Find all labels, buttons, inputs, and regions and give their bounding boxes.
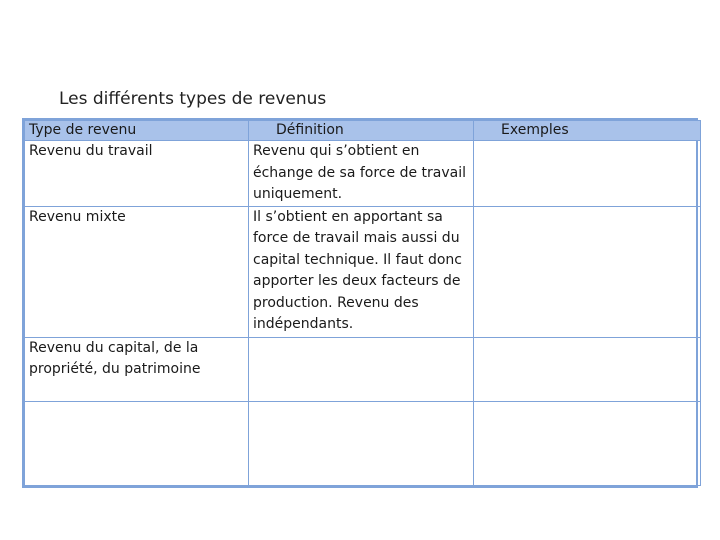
cell-definition: Revenu qui s’obtient en échange de sa force de travail uniquement. xyxy=(249,141,474,207)
table-row xyxy=(25,401,701,486)
slide-title: Les différents types de revenus xyxy=(59,89,327,109)
revenue-types-table xyxy=(22,118,698,488)
cell-examples xyxy=(474,141,701,207)
cell-examples xyxy=(474,206,701,337)
cell-definition xyxy=(249,337,474,401)
table-row xyxy=(25,337,701,401)
table-header-row xyxy=(25,121,701,141)
cell-examples xyxy=(474,401,701,486)
cell-type: Revenu mixte xyxy=(25,206,249,337)
cell-type xyxy=(25,401,249,486)
cell-examples xyxy=(474,337,701,401)
cell-definition xyxy=(249,401,474,486)
cell-type: Revenu du travail xyxy=(25,141,249,207)
cell-type: Revenu du capital, de la propriété, du patrimoine xyxy=(25,337,249,401)
cell-definition: Il s’obtient en apportant sa force de travail mais aussi du capital technique. Il faut donc apporter les deux facteurs de production. Revenu des indépendants. xyxy=(249,206,474,337)
table-row xyxy=(25,206,701,337)
header-examples: Exemples xyxy=(474,121,701,141)
table-row xyxy=(25,141,701,207)
header-type: Type de revenu xyxy=(25,121,249,141)
header-definition: Définition xyxy=(249,121,474,141)
